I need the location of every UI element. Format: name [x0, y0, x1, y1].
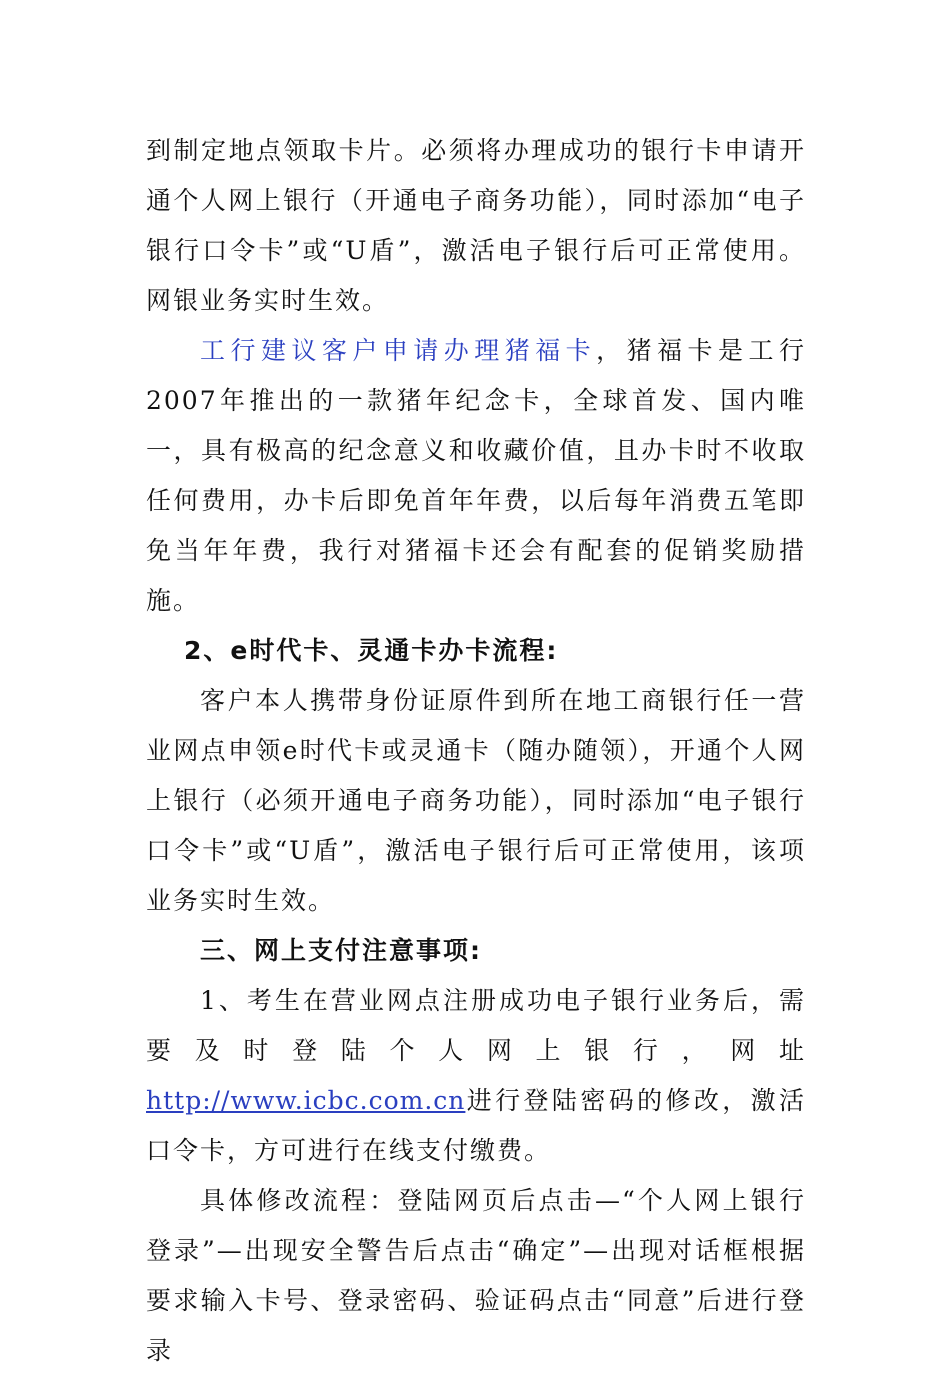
heading-online-payment-notes: 三、网上支付注意事项: — [200, 936, 482, 965]
zhufu-card-recommendation: 工行建议客户申请办理猪福卡 — [200, 336, 597, 365]
zhufu-card-description: ，猪福卡是工行2007年推出的一款猪年纪念卡，全球首发、国内唯一，具有极高的纪念意义和收藏价值，且办卡时不收取任何费用，办卡后即免首年年费，以后每年消费五笔即免当年年费，我行对猪福卡还会有配套的促销奖励措施。 — [146, 336, 806, 615]
login-instruction-after-link: 进行登陆密码的修改，激活口令卡，方可进行在线支付缴费。 — [146, 1086, 806, 1165]
document-body — [146, 126, 806, 1376]
heading-e-era-card-process: 2、e时代卡、灵通卡办卡流程: — [184, 636, 559, 665]
paragraph-e-era-card-process: 客户本人携带身份证原件到所在地工商银行任一营业网点申领e时代卡或灵通卡（随办随领），开通个人网上银行（必须开通电子商务功能），同时添加“电子银行口令卡”或“U盾”，激活电子银行后可正常使用，该项业务实时生效。 — [146, 686, 806, 915]
paragraph-modify-process: 具体修改流程：登陆网页后点击—“个人网上银行登录”—出现安全警告后点击“确定”—出现对话框根据要求输入卡号、登录密码、验证码点击“同意”后进行登录 — [146, 1186, 806, 1365]
paragraph-login-instruction — [146, 976, 806, 1176]
paragraph-card-pickup: 到制定地点领取卡片。必须将办理成功的银行卡申请开通个人网上银行（开通电子商务功能），同时添加“电子银行口令卡”或“U盾”，激活电子银行后可正常使用。网银业务实时生效。 — [146, 136, 806, 315]
icbc-website-link[interactable]: http://www.icbc.com.cn — [146, 1086, 466, 1115]
login-instruction-before-link: 1、考生在营业网点注册成功电子银行业务后，需要及时登陆个人网上银行，网址 — [146, 986, 806, 1065]
paragraph-zhufu-card — [146, 326, 806, 626]
